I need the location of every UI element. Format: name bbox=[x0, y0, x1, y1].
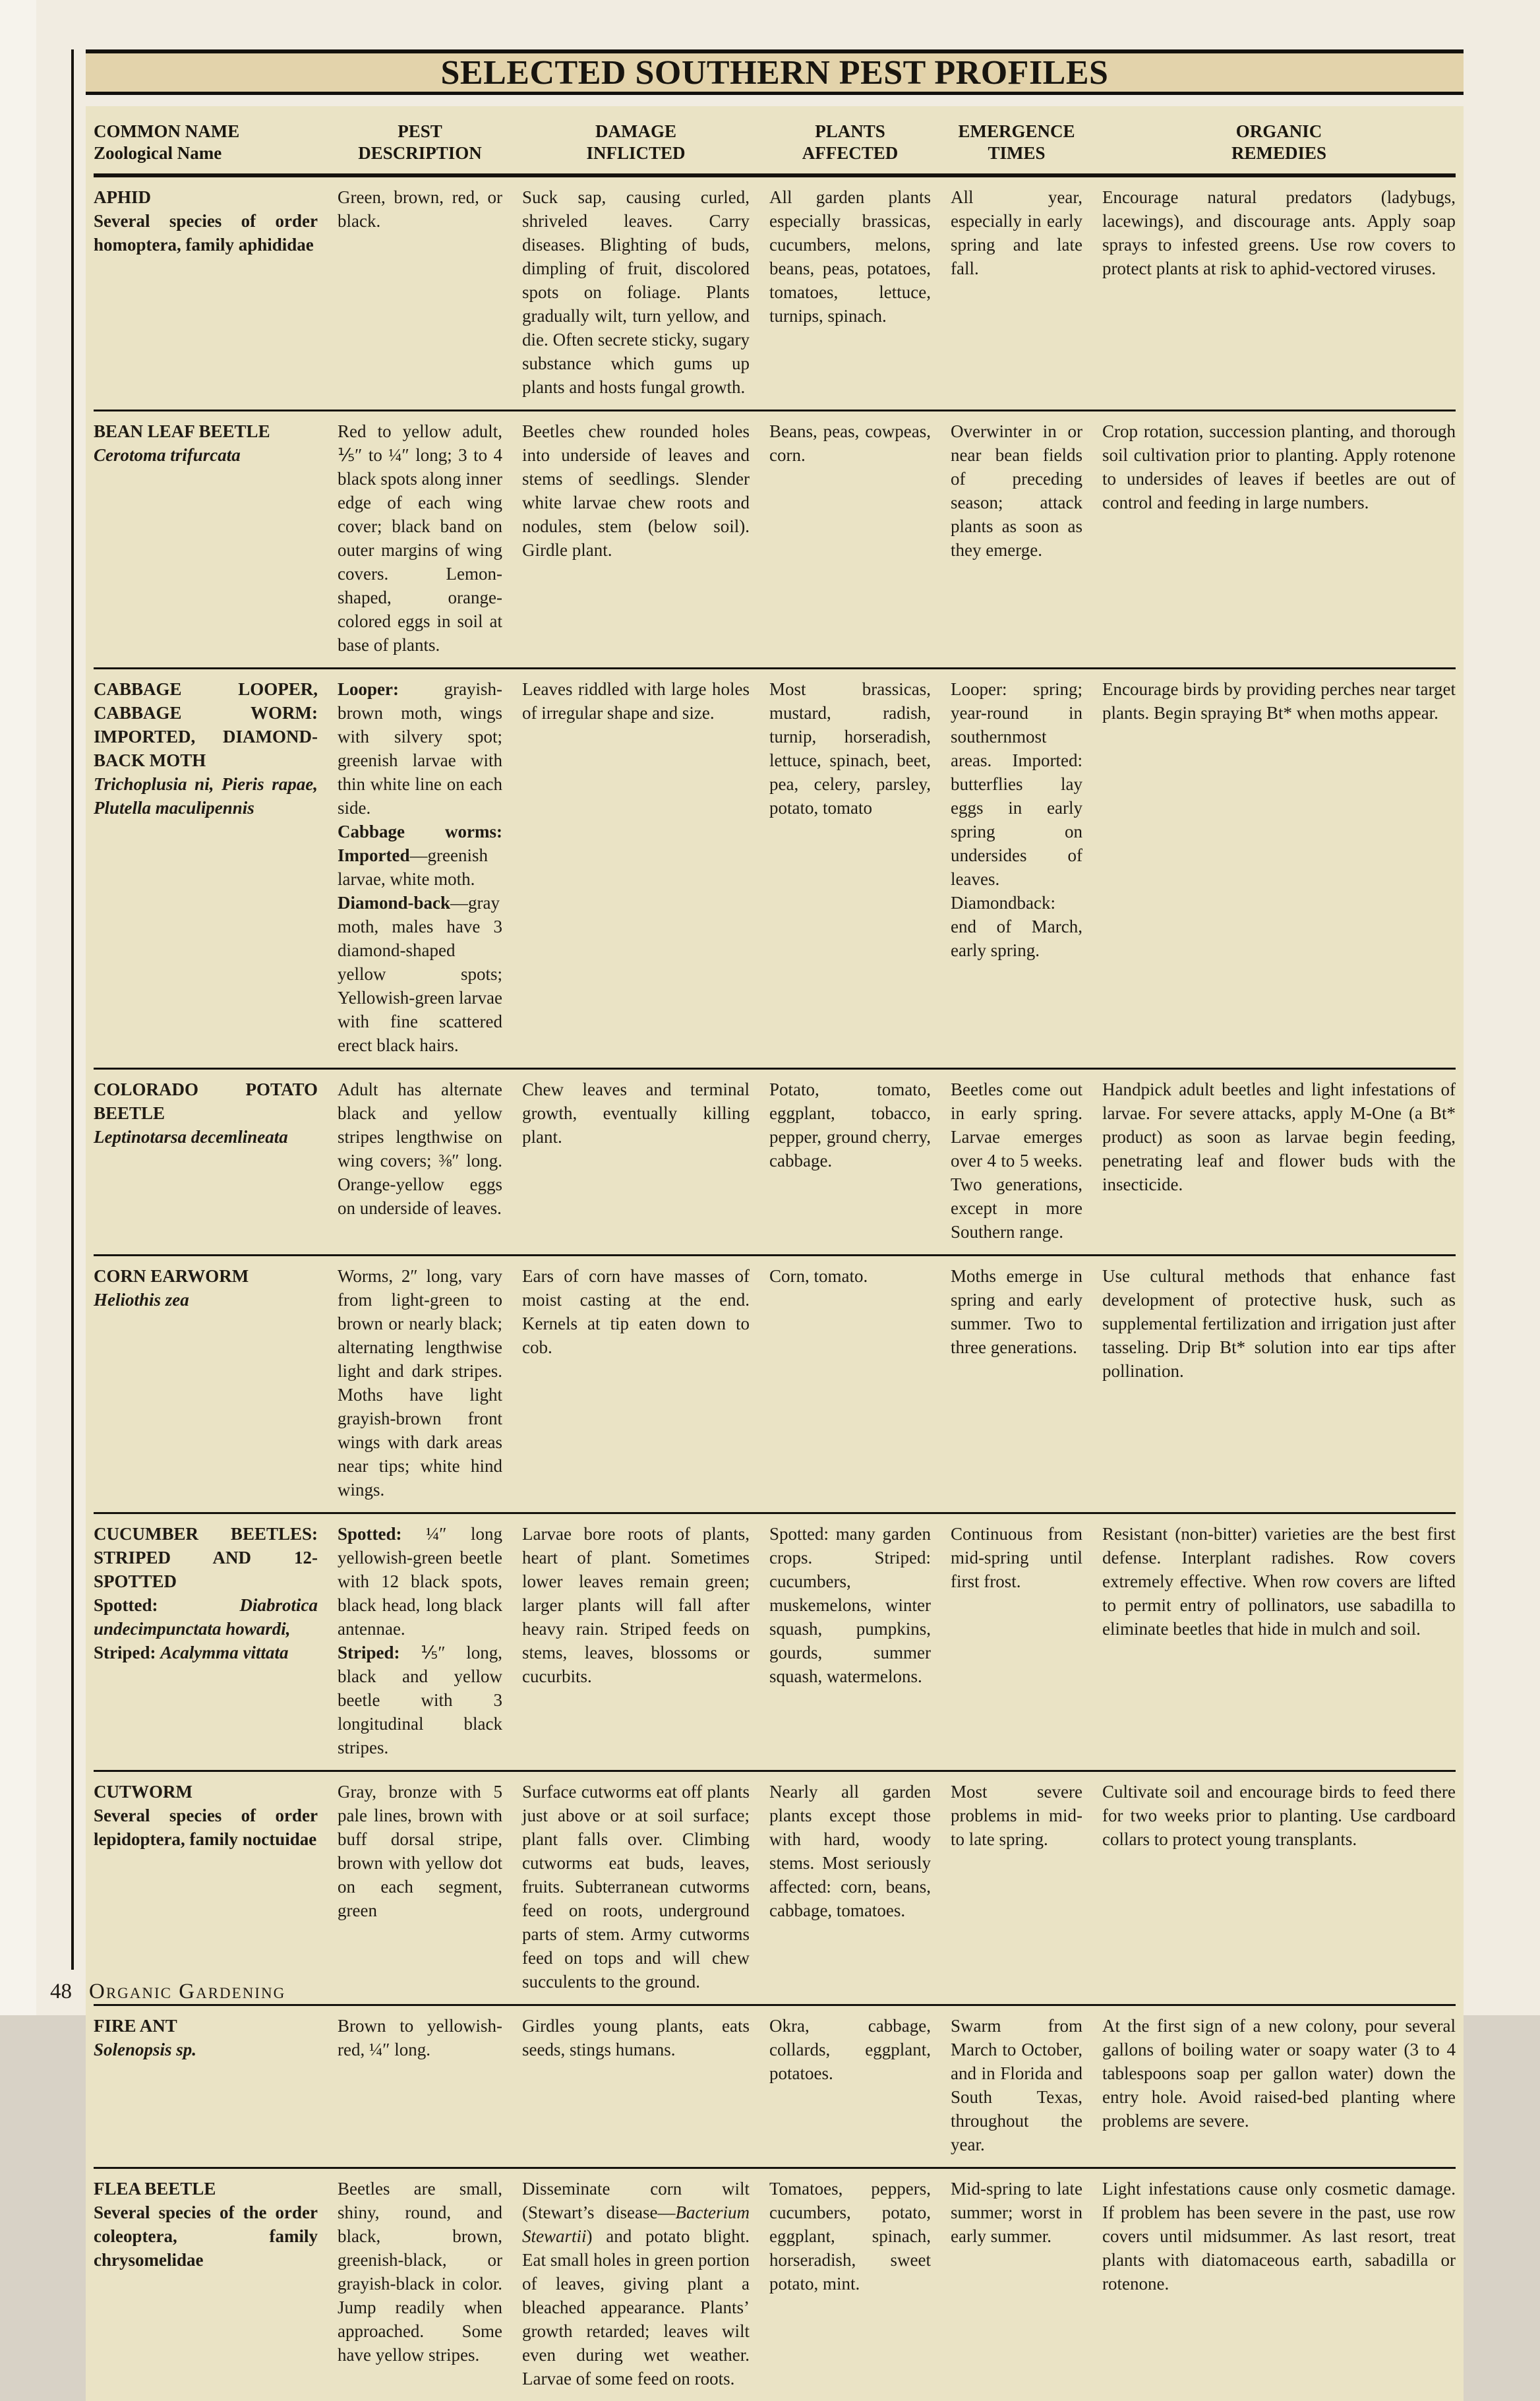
cell-organic-remedies bbox=[1102, 1264, 1456, 1502]
cell-common-name bbox=[94, 419, 318, 657]
cell-plants-affected bbox=[769, 2014, 931, 2156]
cell-paragraph: Striped: Acalymma vittata bbox=[94, 1643, 289, 1662]
header-line: TIMES bbox=[988, 143, 1046, 163]
cell-damage-inflicted bbox=[522, 2177, 750, 2390]
cell-paragraph: Ears of corn have masses of moist casting at the end. Kernels at tip eaten down to cob. bbox=[522, 1266, 750, 1357]
header-line: DAMAGE bbox=[595, 121, 676, 141]
pest-profiles-table bbox=[86, 106, 1464, 2401]
cell-paragraph: Most severe problems in mid- to late spring. bbox=[951, 1782, 1082, 1849]
cell-pest-description bbox=[338, 2014, 502, 2156]
cell-emergence-times bbox=[951, 2014, 1082, 2156]
cell-damage-inflicted bbox=[522, 677, 750, 1057]
cell-paragraph: Beans, peas, cowpeas, corn. bbox=[769, 421, 931, 465]
cell-organic-remedies bbox=[1102, 1780, 1456, 1993]
cell-paragraph: Continuous from mid-spring until first frost. bbox=[951, 1524, 1082, 1591]
cell-emergence-times bbox=[951, 1522, 1082, 1759]
cell-pest-description bbox=[338, 2177, 502, 2390]
cell-paragraph: Overwinter in or near bean fields of preceding season; attack plants as soon as they emerge. bbox=[951, 421, 1082, 560]
cell-organic-remedies bbox=[1102, 1078, 1456, 1244]
cell-paragraph: Spotted: many garden crops. Striped: cucumbers, muskemelons, winter squash, pumpkins, gourds, summer squash, watermelons. bbox=[769, 1524, 931, 1686]
header-line: INFLICTED bbox=[586, 143, 686, 163]
cell-paragraph: Larvae bore roots of plants, heart of plant. Sometimes lower leaves remain green; larger plants will fall after heavy rain. Striped feeds on stems, leaves, blossoms or cucurbits. bbox=[522, 1524, 750, 1686]
header-line: REMEDIES bbox=[1231, 143, 1327, 163]
cell-common-name bbox=[94, 1264, 318, 1502]
cell-paragraph: Brown to yellowish-red, ¼″ long. bbox=[338, 2016, 502, 2059]
cell-common-name bbox=[94, 2014, 318, 2156]
cell-paragraph: All garden plants especially brassicas, cucumbers, melons, beans, peas, potatoes, tomatoes, lettuce, turnips, spinach. bbox=[769, 187, 931, 326]
cell-paragraph: Corn, tomato. bbox=[769, 1266, 868, 1286]
cell-paragraph: At the first sign of a new colony, pour several gallons of boiling water or soapy water (3 to 4 tablespoons soap per gallon water) down the entry hole. Avoid raised-bed planting where problems are severe. bbox=[1102, 2016, 1456, 2131]
cell-paragraph: Green, brown, red, or black. bbox=[338, 187, 502, 231]
cell-pest-description bbox=[338, 1780, 502, 1993]
cell-paragraph: Nearly all garden plants except those with hard, woody stems. Most seriously affected: corn, beans, cabbage, tomatoes. bbox=[769, 1782, 931, 1920]
cell-paragraph: Encourage natural predators (ladybugs, lacewings), and discourage ants. Apply soap sprays to infested greens. Use row covers to protect plants at risk to aphid-vectored viruses. bbox=[1102, 187, 1456, 278]
cell-paragraph: Cerotoma trifurcata bbox=[94, 445, 241, 465]
cell-paragraph: Beetles come out in early spring. Larvae emerges over 4 to 5 weeks. Two generations, except in more Southern range. bbox=[951, 1079, 1082, 1242]
cell-paragraph: CUTWORM bbox=[94, 1782, 192, 1802]
cell-paragraph: Girdles young plants, eats seeds, stings humans. bbox=[522, 2016, 750, 2059]
cell-paragraph: CORN EARWORM bbox=[94, 1266, 249, 1286]
table-row bbox=[94, 2167, 1456, 2401]
table-title-band bbox=[86, 49, 1464, 95]
cell-damage-inflicted bbox=[522, 2014, 750, 2156]
table-header-row bbox=[94, 106, 1456, 177]
cell-paragraph: Spotted: ¼″ long yellowish-green beetle with 12 black spots, black head, long black antennae. bbox=[338, 1524, 502, 1639]
cell-plants-affected bbox=[769, 2177, 931, 2390]
cell-emergence-times bbox=[951, 1780, 1082, 1993]
cell-paragraph: Beetles chew rounded holes into underside of leaves and stems of seedlings. Slender white larvae chew roots and nodules, stem (below soil). Girdle plant. bbox=[522, 421, 750, 560]
cell-paragraph: Leaves riddled with large holes of irregular shape and size. bbox=[522, 679, 750, 723]
cell-paragraph: COLORADO POTATO BEETLE bbox=[94, 1079, 318, 1123]
cell-paragraph: All year, especially in early spring and late fall. bbox=[951, 187, 1082, 278]
cell-paragraph: Cultivate soil and encourage birds to feed there for two weeks prior to planting. Use cardboard collars to protect young transplants. bbox=[1102, 1782, 1456, 1849]
table-row bbox=[94, 1068, 1456, 1254]
header-common-name bbox=[94, 121, 318, 164]
cell-paragraph: Red to yellow adult, ⅕″ to ¼″ long; 3 to 4 black spots along inner edge of each wing cover; black band on outer margins of wing covers. Lemon-shaped, orange-colored eggs in soil at base of plants. bbox=[338, 421, 502, 655]
cell-paragraph: Light infestations cause only cosmetic damage. If problem has been severe in the past, use row covers until midsummer. As last resort, treat plants with diatomaceous earth, sabadilla or rotenone. bbox=[1102, 2179, 1456, 2294]
cell-paragraph: Chew leaves and terminal growth, eventually killing plant. bbox=[522, 1079, 750, 1147]
cell-paragraph: Resistant (non-bitter) varieties are the best first defense. Interplant radishes. Row covers extremely effective. When row covers are lifted to permit entry of pollinators, use sabadilla to eliminate beetles that hide in mulch and soil. bbox=[1102, 1524, 1456, 1639]
table-row bbox=[94, 1770, 1456, 2004]
cell-paragraph: Several species of order homoptera, family aphididae bbox=[94, 211, 318, 255]
cell-paragraph: Looper: spring; year-round in southernmost areas. Imported: butterflies lay eggs in early spring on undersides of leaves. Diamondback: end of March, early spring. bbox=[951, 679, 1082, 960]
cell-organic-remedies bbox=[1102, 2177, 1456, 2390]
cell-emergence-times bbox=[951, 2177, 1082, 2390]
table-row bbox=[94, 667, 1456, 1068]
cell-paragraph: Crop rotation, succession planting, and thorough soil cultivation prior to planting. Apply rotenone to undersides of leaves if beetles are out of control and feeding in large numbers. bbox=[1102, 421, 1456, 512]
cell-pest-description bbox=[338, 419, 502, 657]
cell-organic-remedies bbox=[1102, 1522, 1456, 1759]
cell-paragraph: Mid-spring to late summer; worst in early summer. bbox=[951, 2179, 1082, 2246]
cell-plants-affected bbox=[769, 1780, 931, 1993]
header-line: PLANTS bbox=[815, 121, 885, 141]
cell-paragraph: Swarm from March to October, and in Florida and South Texas, throughout the year. bbox=[951, 2016, 1082, 2154]
page-footer bbox=[50, 1980, 285, 2004]
cell-paragraph: Spotted: Diabrotica undecimpunctata howardi, bbox=[94, 1595, 318, 1639]
cell-plants-affected bbox=[769, 1522, 931, 1759]
cell-organic-remedies bbox=[1102, 419, 1456, 657]
cell-paragraph: Encourage birds by providing perches near target plants. Begin spraying Bt* when moths appear. bbox=[1102, 679, 1456, 723]
cell-plants-affected bbox=[769, 1264, 931, 1502]
table-row bbox=[94, 2004, 1456, 2167]
cell-paragraph: Potato, tomato, eggplant, tobacco, pepper, ground cherry, cabbage. bbox=[769, 1079, 931, 1170]
cell-pest-description bbox=[338, 1078, 502, 1244]
cell-paragraph: Trichoplusia ni, Pieris rapae, Plutella maculipennis bbox=[94, 774, 318, 818]
cell-paragraph: Several species of the order coleoptera, family chrysomelidae bbox=[94, 2203, 318, 2270]
header-line: DESCRIPTION bbox=[358, 143, 482, 163]
cell-paragraph: Disseminate corn wilt (Stewart’s disease—Bacterium Stewartii) and potato blight. Eat small holes in green portion of leaves, giving plant a bleached appearance. Plants’ growth retarded; leaves wilt even during wet weather. Larvae of some feed on roots. bbox=[522, 2179, 750, 2388]
cell-paragraph: Beetles are small, shiny, round, and black, brown, greenish-black, or grayish-black in color. Jump readily when approached. Some have yellow stripes. bbox=[338, 2179, 502, 2365]
cell-pest-description bbox=[338, 1264, 502, 1502]
cell-organic-remedies bbox=[1102, 2014, 1456, 2156]
cell-paragraph: Handpick adult beetles and light infestations of larvae. For severe attacks, apply M-One (a Bt* product) as soon as larvae begin feeding, penetrating leaf and flower buds with the insecticide. bbox=[1102, 1079, 1456, 1194]
cell-paragraph: FLEA BEETLE bbox=[94, 2179, 216, 2199]
cell-paragraph: CABBAGE LOOPER, CABBAGE WORM: IMPORTED, DIAMOND-BACK MOTH bbox=[94, 679, 318, 770]
cell-paragraph: FIRE ANT bbox=[94, 2016, 177, 2036]
cell-paragraph: Most brassicas, mustard, radish, turnip, horseradish, lettuce, spinach, beet, pea, celery, parsley, potato, tomato bbox=[769, 679, 931, 818]
cell-emergence-times bbox=[951, 419, 1082, 657]
cell-common-name bbox=[94, 185, 318, 399]
cell-organic-remedies bbox=[1102, 677, 1456, 1057]
cell-paragraph: Gray, bronze with 5 pale lines, brown with buff dorsal stripe, brown with yellow dot on each segment, green bbox=[338, 1782, 502, 1920]
header-line: Zoological Name bbox=[94, 143, 222, 163]
cell-organic-remedies bbox=[1102, 185, 1456, 399]
left-border-rule bbox=[71, 49, 74, 1970]
header-organic-remedies bbox=[1102, 121, 1456, 164]
cell-paragraph: Looper: grayish-brown moth, wings with silvery spot; greenish larvae with thin white line on each side. bbox=[338, 679, 502, 818]
cell-paragraph: Heliothis zea bbox=[94, 1290, 189, 1310]
cell-paragraph: Diamond-back—gray moth, males have 3 diamond-shaped yellow spots; Yellowish-green larvae with fine scattered erect black hairs. bbox=[338, 893, 502, 1055]
cell-paragraph: Adult has alternate black and yellow stripes lengthwise on wing covers; ⅜″ long. Orange-yellow eggs on underside of leaves. bbox=[338, 1079, 502, 1218]
header-line: ORGANIC bbox=[1235, 121, 1322, 141]
header-plants-affected bbox=[769, 121, 931, 164]
table-body bbox=[94, 177, 1456, 2401]
header-line: AFFECTED bbox=[802, 143, 899, 163]
cell-common-name bbox=[94, 2177, 318, 2390]
header-pest-description bbox=[338, 121, 502, 164]
cell-plants-affected bbox=[769, 419, 931, 657]
cell-damage-inflicted bbox=[522, 185, 750, 399]
page-number: 48 bbox=[50, 1980, 72, 2003]
cell-paragraph: Use cultural methods that enhance fast development of protective husk, such as supplemental fertilization and irrigation just after tasseling. Drip Bt* solution into ear tips after pollination. bbox=[1102, 1266, 1456, 1381]
cell-paragraph: Tomatoes, peppers, cucumbers, potato, eggplant, spinach, horseradish, sweet potato, mint. bbox=[769, 2179, 931, 2294]
cell-paragraph: Several species of order lepidoptera, family noctuidae bbox=[94, 1806, 318, 1849]
cell-damage-inflicted bbox=[522, 1780, 750, 1993]
cell-paragraph: Okra, cabbage, collards, eggplant, potatoes. bbox=[769, 2016, 931, 2083]
cell-common-name bbox=[94, 677, 318, 1057]
cell-paragraph: Moths emerge in spring and early summer. Two to three generations. bbox=[951, 1266, 1082, 1357]
cell-common-name bbox=[94, 1522, 318, 1759]
cell-paragraph: APHID bbox=[94, 187, 151, 207]
scan-edge-strip bbox=[0, 0, 36, 2015]
cell-paragraph: CUCUMBER BEETLES: STRIPED AND 12-SPOTTED bbox=[94, 1524, 318, 1591]
cell-pest-description bbox=[338, 185, 502, 399]
cell-pest-description bbox=[338, 677, 502, 1057]
cell-paragraph: Solenopsis sp. bbox=[94, 2040, 197, 2059]
cell-plants-affected bbox=[769, 1078, 931, 1244]
cell-common-name bbox=[94, 1078, 318, 1244]
cell-emergence-times bbox=[951, 1078, 1082, 1244]
cell-pest-description bbox=[338, 1522, 502, 1759]
cell-paragraph: Leptinotarsa decemlineata bbox=[94, 1127, 288, 1147]
cell-plants-affected bbox=[769, 185, 931, 399]
table-row bbox=[94, 410, 1456, 667]
cell-emergence-times bbox=[951, 677, 1082, 1057]
cell-paragraph: Suck sap, causing curled, shriveled leaves. Carry diseases. Blighting of buds, dimpling of fruit, discolored spots on foliage. Plants gradually wilt, turn yellow, and die. Often secrete sticky, sugary substance which gums up plants and hosts fungal growth. bbox=[522, 187, 750, 397]
cell-paragraph: Cabbage worms: Imported—greenish larvae, white moth. bbox=[338, 822, 502, 889]
magazine-title: Organic Gardening bbox=[89, 1980, 286, 2003]
cell-damage-inflicted bbox=[522, 419, 750, 657]
cell-paragraph: Striped: ⅕″ long, black and yellow beetle with 3 longitudinal black stripes. bbox=[338, 1643, 502, 1757]
header-damage-inflicted bbox=[522, 121, 750, 164]
cell-plants-affected bbox=[769, 677, 931, 1057]
cell-damage-inflicted bbox=[522, 1522, 750, 1759]
cell-emergence-times bbox=[951, 185, 1082, 399]
header-emergence-times bbox=[951, 121, 1082, 164]
header-line: EMERGENCE bbox=[958, 121, 1075, 141]
cell-paragraph: Worms, 2″ long, vary from light-green to brown or nearly black; alternating lengthwise light and dark stripes. Moths have light grayish-brown front wings with dark areas near tips; white hind wings. bbox=[338, 1266, 502, 1500]
header-line: PEST bbox=[398, 121, 442, 141]
cell-paragraph: Surface cutworms eat off plants just above or at soil surface; plant falls over. Climbing cutworms eat buds, leaves, fruits. Subterranean cutworms feed on roots, underground parts of stem. Army cutworms feed on tops and will chew succulents to the ground. bbox=[522, 1782, 750, 1991]
header-line: COMMON NAME bbox=[94, 121, 240, 141]
cell-damage-inflicted bbox=[522, 1264, 750, 1502]
table-row bbox=[94, 177, 1456, 410]
table-title: SELECTED SOUTHERN PEST PROFILES bbox=[440, 53, 1109, 92]
table-row bbox=[94, 1512, 1456, 1770]
cell-paragraph: BEAN LEAF BEETLE bbox=[94, 421, 270, 441]
table-row bbox=[94, 1254, 1456, 1512]
cell-emergence-times bbox=[951, 1264, 1082, 1502]
cell-common-name bbox=[94, 1780, 318, 1993]
cell-damage-inflicted bbox=[522, 1078, 750, 1244]
